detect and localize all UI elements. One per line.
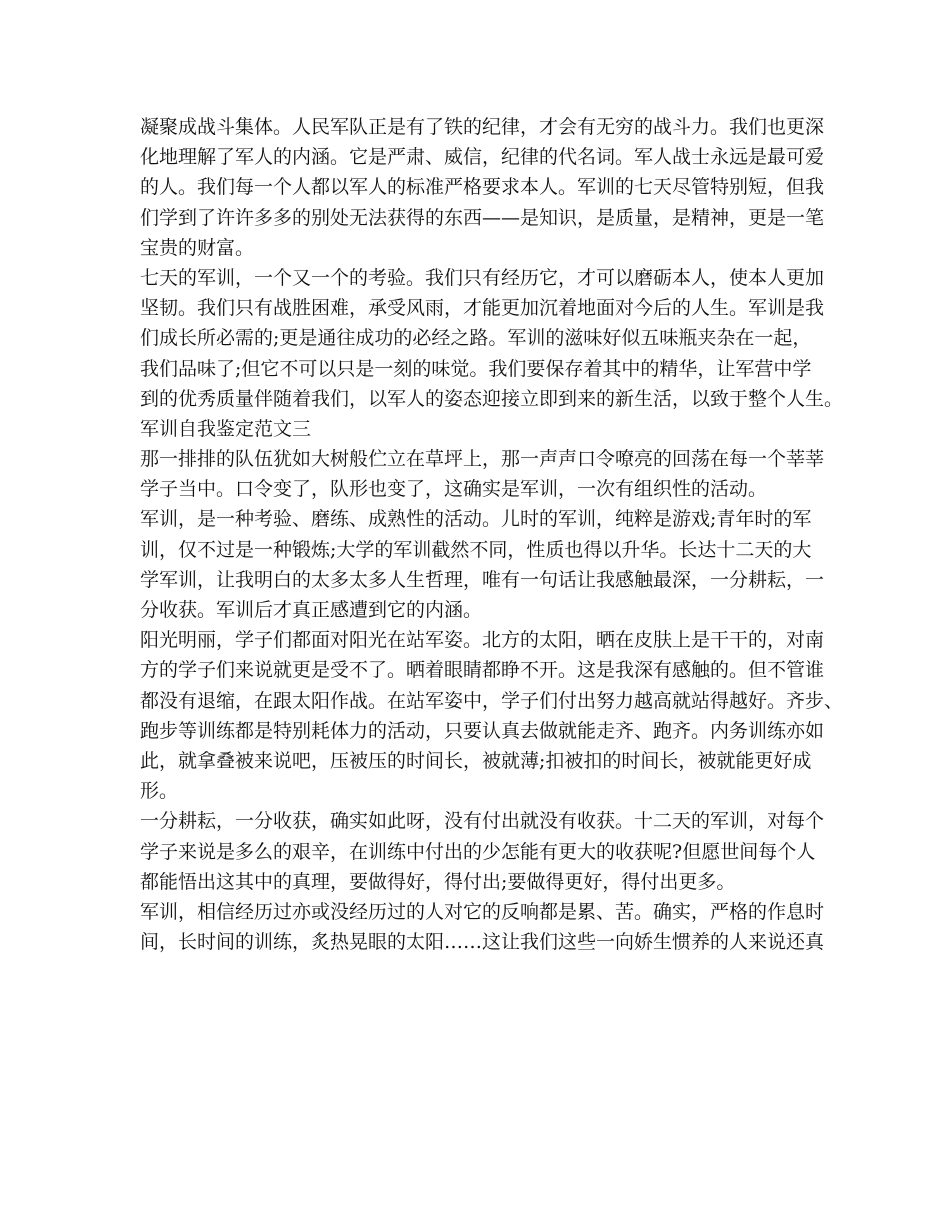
- text-line: 凝聚成战斗集体。人民军队正是有了铁的纪律，才会有无穷的战斗力。我们也更深: [140, 116, 825, 138]
- text-line: 都能悟出这其中的真理，要做得好，得付出;要做得更好，得付出更多。: [140, 870, 736, 893]
- text-line: 们成长所必需的;更是通往成功的必经之路。军训的滋味好似五味瓶夹杂在一起，: [140, 327, 812, 350]
- text-line: 军训，相信经历过亦或没经历过的人对它的反响都是累、苦。确实，严格的作息时: [140, 900, 825, 923]
- text-line: 方的学子们来说就更是受不了。晒着眼睛都睁不开。这是我深有感触的。但不管谁: [140, 659, 825, 682]
- text-line: 的人。我们每一个人都以军人的标准严格要求本人。军训的七天尽管特别短，但我: [140, 176, 825, 199]
- text-line: 间，长时间的训练，炙热晃眼的太阳……这让我们这些一向娇生惯养的人来说还真: [140, 931, 825, 954]
- text-line: 宝贵的财富。: [140, 236, 255, 259]
- document-body: [140, 112, 844, 957]
- text-line: 军训，是一种考验、磨练、成熟性的活动。儿时的军训，纯粹是游戏;青年时的军: [140, 508, 812, 531]
- text-line: 七天的军训，一个又一个的考验。我们只有经历它，才可以磨砺本人，使本人更加: [140, 266, 825, 289]
- text-line: 此，就拿叠被来说吧，压被压的时间长，被就薄;扣被扣的时间长，被就能更好成: [140, 749, 812, 772]
- text-line: 分收获。军训后才真正感遭到它的内涵。: [140, 599, 483, 621]
- text-line: 到的优秀质量伴随着我们，以军人的姿态迎接立即到来的新生活，以致于整个人生。: [140, 387, 844, 410]
- text-line: 一分耕耘，一分收获，确实如此呀，没有付出就没有收获。十二天的军训，对每个: [140, 810, 825, 833]
- section-heading: 军训自我鉴定范文三: [140, 417, 312, 440]
- text-line: 学子来说是多么的艰辛，在训练中付出的少怎能有更大的收获呢?但愿世间每个人: [140, 840, 816, 863]
- text-line: 都没有退缩，在跟太阳作战。在站军姿中，学子们付出努力越高就站得越好。齐步、: [140, 689, 844, 712]
- text-line: 们学到了许许多多的别处无法获得的东西——是知识，是质量，是精神，更是一笔: [140, 206, 825, 229]
- text-line: 坚韧。我们只有战胜困难，承受风雨，才能更加沉着地面对今后的人生。军训是我: [140, 297, 825, 320]
- text-line: 跑步等训练都是特别耗体力的活动，只要认真去做就能走齐、跑齐。内务训练亦如: [140, 719, 825, 742]
- text-line: 学子当中。口令变了，队形也变了，这确实是军训，一次有组织性的活动。: [140, 478, 768, 501]
- text-line: 阳光明丽，学子们都面对阳光在站军姿。北方的太阳，晒在皮肤上是干干的，对南: [140, 629, 825, 652]
- text-line: 形。: [140, 780, 179, 803]
- text-line: 我们品味了;但它不可以只是一刻的味觉。我们要保存着其中的精华，让军营中学: [140, 357, 812, 380]
- text-line: 学军训，让我明白的太多太多人生哲理，唯有一句话让我感触最深，一分耕耘，一: [140, 568, 825, 591]
- text-line: 训，仅不过是一种锻炼;大学的军训截然不同，性质也得以升华。长达十二天的大: [140, 538, 812, 561]
- text-line: 化地理解了军人的内涵。它是严肃、威信，纪律的代名词。军人战士永远是最可爱: [140, 146, 825, 169]
- text-line: 那一排排的队伍犹如大树般伫立在草坪上，那一声声口令嘹亮的回荡在每一个莘莘: [140, 448, 825, 471]
